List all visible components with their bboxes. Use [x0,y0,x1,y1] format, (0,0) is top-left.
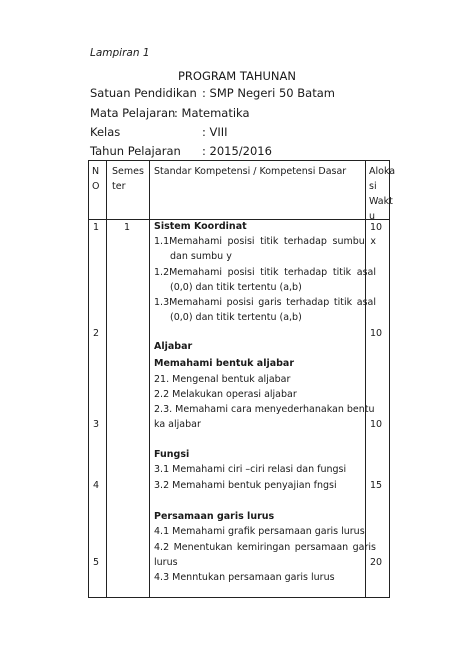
kd-item-continued: dan sumbu y [170,251,232,262]
row-waktu: 10 [370,419,383,430]
header-alokasi-line: Wakt [369,196,393,207]
sk-heading: Sistem Koordinat [154,221,247,232]
table-border-bottom [88,597,390,598]
kd-item: 3.1 Memahami ciri –ciri relasi dan fungsi [154,464,347,475]
header-no-line: N [92,166,100,177]
document-title: PROGRAM TAHUNAN [178,69,296,83]
kd-item: 1.1Memahami posisi titik terhadap sumbu x [154,236,376,247]
meta-key: Satuan Pendidikan [90,86,197,100]
col-divider [106,160,107,598]
sk-heading: Persamaan garis lurus [154,511,275,522]
header-no [92,164,99,194]
row-number: 5 [93,557,100,568]
kd-item: 21. Mengenal bentuk aljabar [154,374,291,385]
col-divider [149,160,150,598]
kd-item: 1.3Memahami posisi garis terhadap titik asal [154,297,376,308]
header-divider [88,219,390,220]
kd-item: 4.2 Menentukan kemiringan persamaan garis [154,542,376,553]
kd-item-continued: (0,0) dan titik tertentu (a,b) [170,312,302,323]
header-semester-line: Semes [112,166,144,177]
attachment-label: Lampiran 1 [90,47,150,59]
row-waktu: 20 [370,557,383,568]
row-waktu: 10 [370,328,383,339]
header-alokasi-line: si [369,181,377,192]
meta-value: : SMP Negeri 50 Batam [202,86,335,100]
program-table [88,160,396,598]
kd-item-continued: (0,0) dan titik tertentu (a,b) [170,282,302,293]
kd-item-continued: ka aljabar [154,419,201,430]
header-standar-kompetensi: Standar Kompetensi / Kompetensi Dasar [154,166,347,177]
row-number: 4 [93,480,100,491]
header-alokasi-line: Aloka [369,166,396,177]
meta-value: : VIII [202,125,228,139]
meta-key: Kelas [90,125,121,139]
sk-heading: Fungsi [154,449,190,460]
row-semester: 1 [124,222,131,233]
header-alokasi-waktu [369,164,395,224]
row-number: 1 [93,222,100,233]
table-border-top [88,160,390,161]
sk-heading: Aljabar [154,341,193,352]
meta-value: : 2015/2016 [202,144,272,158]
row-number: 3 [93,419,100,430]
row-number: 2 [93,328,100,339]
table-border-left [88,160,89,598]
table-border-right [389,160,390,598]
kd-item: 3.2 Memahami bentuk penyajian fngsi [154,480,337,491]
kd-item: 2.3. Memahami cara menyederhanakan bentu [154,404,375,415]
kd-item-continued: lurus [154,557,178,568]
kd-item: 4.1 Memahami grafik persamaan garis lurus [154,526,365,537]
row-waktu: 15 [370,480,383,491]
header-no-line: O [92,181,100,192]
meta-value: : Matematika [174,106,250,120]
header-semester-line: ter [112,181,126,192]
kd-item: 1.2Memahami posisi titik terhadap titik asal [154,267,376,278]
header-alokasi-line: u [369,211,376,222]
header-semester [112,164,144,194]
kd-item: 4.3 Menntukan persamaan garis lurus [154,572,335,583]
kd-item: 2.2 Melakukan operasi aljabar [154,389,297,400]
meta-key: Mata Pelajaran [90,106,176,120]
row-waktu: 10 [370,222,383,233]
meta-key: Tahun Pelajaran [90,144,181,158]
sk-subheading: Memahami bentuk aljabar [154,358,295,369]
